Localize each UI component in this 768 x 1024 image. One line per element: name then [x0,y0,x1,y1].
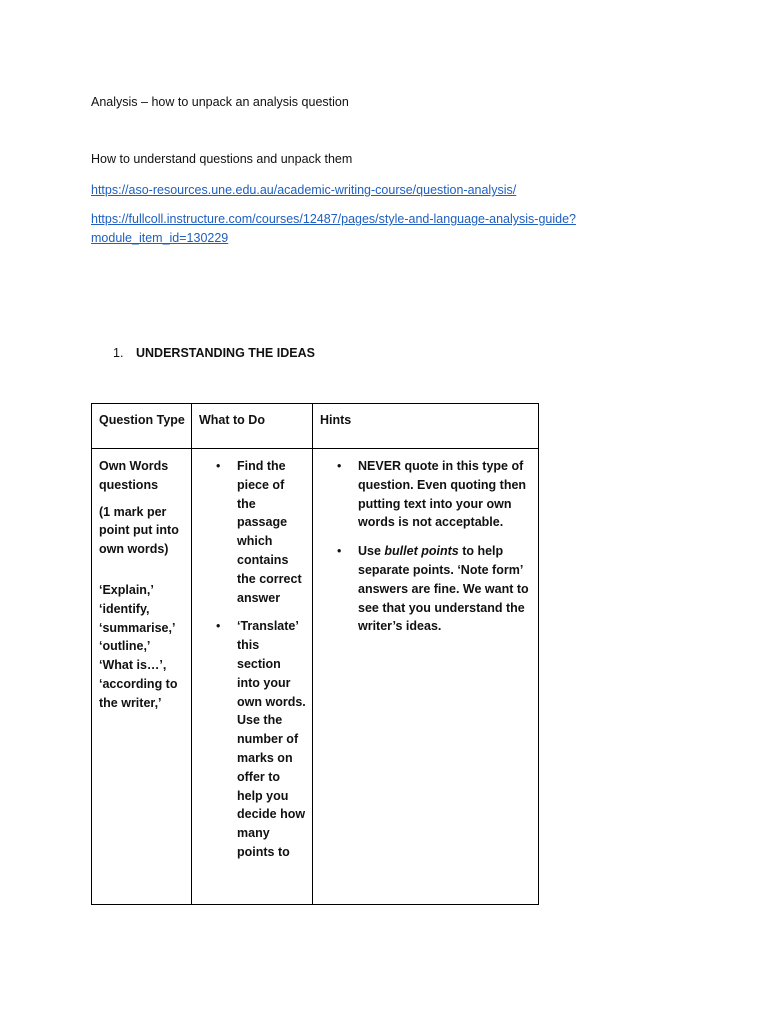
header-what-to-do: What to Do [192,404,313,449]
cell-what-to-do [192,449,313,905]
link-style-language-guide[interactable]: https://fullcoll.instructure.com/courses/12487/pages/style-and-language-analysis-guide?module_item_id=130229 [91,212,576,245]
cell-hints [313,449,539,905]
section-title: UNDERSTANDING THE IDEAS [136,346,315,360]
subheading: How to understand questions and unpack them [91,152,353,166]
link-question-analysis[interactable]: https://aso-resources.une.edu.au/academic-writing-course/question-analysis/ [91,183,517,197]
section-number: 1. [113,346,124,360]
list-item: • ‘Translate’ this section into your own words. Use the number of marks on offer to help you decide how many points to [192,617,306,861]
section-heading [113,346,315,360]
list-item: • NEVER quote in this type of question. Even quoting then putting text into your own words is not acceptable. [313,457,532,532]
table-header-row [92,404,539,449]
header-hints: Hints [313,404,539,449]
list-item: • Use bullet points to help separate points. ‘Note form’ answers are fine. We want to see that you understand the writer’s ideas. [313,542,532,636]
list-item: • Find the piece of the passage which contains the correct answer [192,457,306,607]
page-title: Analysis – how to unpack an analysis question [91,95,349,109]
table-row [92,449,539,905]
question-type-table [91,403,539,905]
question-type-title: Own Words questions [99,459,169,492]
question-type-examples: ‘Explain,’ ‘identify, ‘summarise,’ ‘outline,’ ‘What is…’, ‘according to the writer,’ [99,582,178,710]
header-question-type: Question Type [92,404,192,449]
question-type-marks: (1 mark per point put into own words) [99,504,179,557]
cell-question-type [92,449,192,905]
